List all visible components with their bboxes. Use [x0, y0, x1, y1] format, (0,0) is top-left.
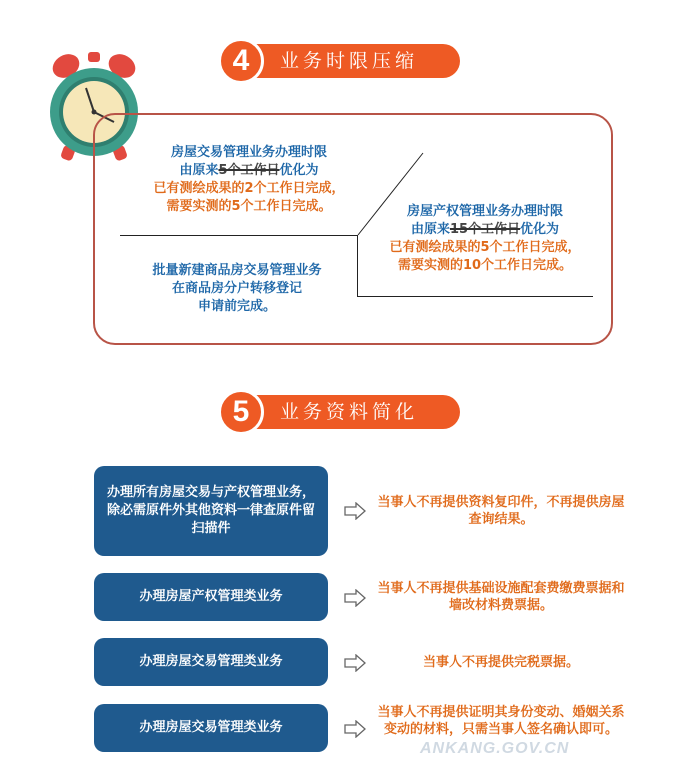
- row-4-result: 当事人不再提供证明其身份变动、婚姻关系变动的材料，只需当事人签名确认即可。: [377, 705, 625, 737]
- section-4-header: [218, 38, 460, 84]
- block-1-line-2: [118, 162, 380, 180]
- block-1-suffix: 优化为: [279, 163, 319, 178]
- row-1-label: 办理所有房屋交易与产权管理业务，除必需原件外其他资料一律查原件留扫描件: [94, 466, 328, 556]
- row-2-result: 当事人不再提供基础设施配套费缴费票据和墙改材料费票据。: [377, 581, 625, 613]
- block-2: [362, 203, 608, 275]
- section-5-number: 5: [218, 389, 264, 435]
- arrow-right-icon: [344, 589, 366, 607]
- block-3-line-1: 批量新建商品房交易管理业务: [152, 263, 322, 278]
- row-3-result: 当事人不再提供完税票据。: [422, 655, 579, 670]
- block-2-suffix: 优化为: [520, 222, 560, 237]
- block-3-line-3: 申请前完成。: [197, 299, 276, 314]
- block-1-line-1: 房屋交易管理业务办理时限: [170, 145, 327, 160]
- row-1-result: 当事人不再提供资料复印件，不再提供房屋查询结果。: [377, 495, 625, 527]
- block-3-line-2: 在商品房分户转移登记: [171, 281, 302, 296]
- block-1-strike: 5个工作日: [218, 163, 280, 178]
- block-2-line-1: 房屋产权管理业务办理时限: [406, 204, 563, 219]
- row-4-label: 办理房屋交易管理类业务: [94, 704, 328, 752]
- arrow-right-icon: [344, 502, 366, 520]
- arrow-right-icon: [344, 720, 366, 738]
- section-4-number: 4: [218, 38, 264, 84]
- block-2-line-2: [362, 221, 608, 239]
- divider-horizontal-left: [120, 235, 358, 236]
- row-2-label: 办理房屋产权管理类业务: [94, 573, 328, 621]
- block-1-prefix: 由原来: [179, 163, 219, 178]
- block-1: [118, 144, 380, 216]
- block-2-line-4: 需要实测的10个工作日完成。: [397, 258, 573, 273]
- block-2-strike: 15个工作日: [449, 222, 521, 237]
- block-2-line-3: 已有测绘成果的5个工作日完成，: [389, 240, 581, 255]
- section-4-title: 业务时限压缩: [280, 50, 419, 72]
- block-1-line-3: 已有测绘成果的2个工作日完成，: [153, 181, 345, 196]
- block-2-prefix: 由原来: [410, 222, 450, 237]
- block-1-line-4: 需要实测的5个工作日完成。: [166, 199, 332, 214]
- section-5-title: 业务资料简化: [280, 401, 419, 423]
- arrow-right-icon: [344, 654, 366, 672]
- section-5-header: [218, 389, 460, 435]
- block-3: [112, 262, 362, 316]
- divider-horizontal-right: [357, 296, 593, 297]
- row-3-label: 办理房屋交易管理类业务: [94, 638, 328, 686]
- watermark: ANKANG.GOV.CN: [420, 740, 570, 757]
